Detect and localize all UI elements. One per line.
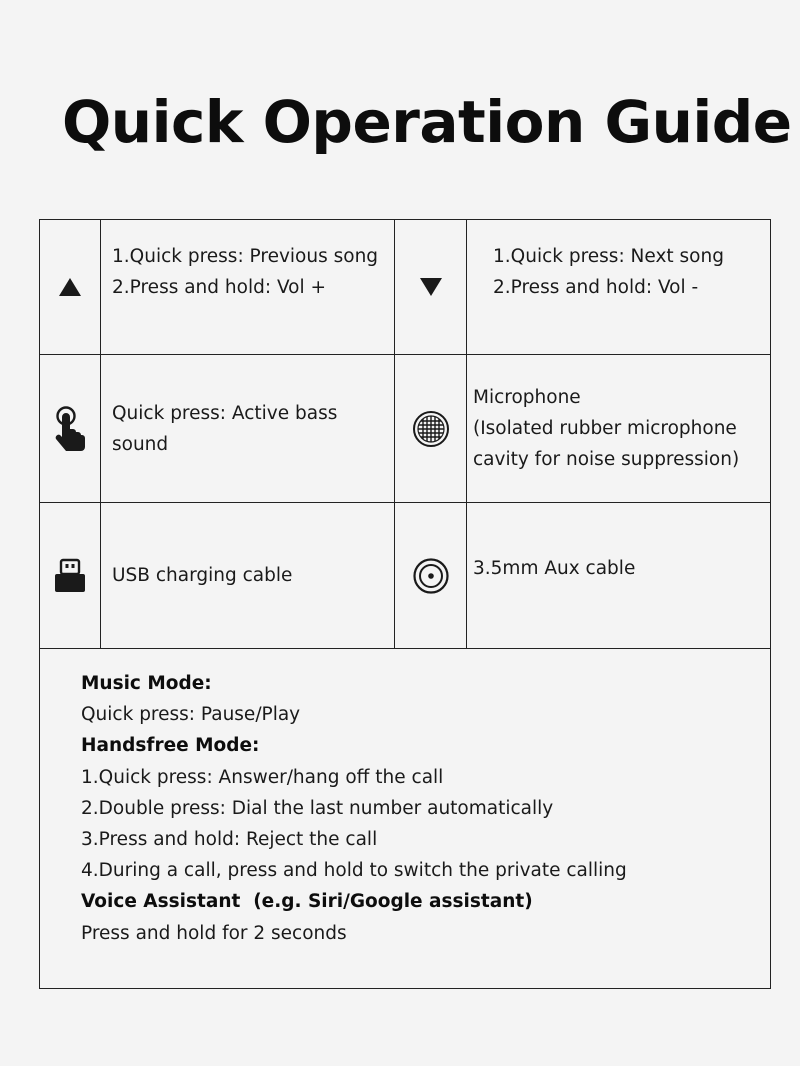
handsfree-line-2: 2.Double press: Dial the last number automatically	[81, 797, 554, 819]
next-song-description: 1.Quick press: Next song 2.Press and hold: Vol -	[467, 220, 770, 355]
bass-icon-cell	[40, 355, 101, 503]
page-title: Quick Operation Guide	[62, 88, 792, 156]
handsfree-line-1: 1.Quick press: Answer/hang off the call	[81, 766, 444, 788]
operation-guide-table	[39, 219, 771, 989]
handsfree-line-3: 3.Press and hold: Reject the call	[81, 829, 378, 851]
voice-assistant-line: Press and hold for 2 seconds	[81, 922, 347, 944]
microphone-grille-icon	[412, 410, 450, 448]
aux-jack-icon	[412, 557, 450, 595]
usb-plug-icon	[53, 558, 87, 594]
music-mode-line: Quick press: Pause/Play	[81, 704, 301, 726]
up-triangle-icon	[57, 276, 83, 298]
voice-assistant-heading: Voice Assistant (e.g. Siri/Google assistant)	[81, 891, 533, 913]
microphone-description: Microphone (Isolated rubber microphone cavity for noise suppression)	[467, 355, 770, 503]
prev-song-icon-cell	[40, 220, 101, 355]
prev-song-description: 1.Quick press: Previous song 2.Press and hold: Vol +	[101, 220, 395, 355]
aux-description: 3.5mm Aux cable	[467, 503, 770, 649]
usb-description: USB charging cable	[101, 503, 395, 649]
microphone-icon-cell	[395, 355, 467, 503]
usb-icon-cell	[40, 503, 101, 649]
bass-description: Quick press: Active bass sound	[101, 355, 395, 503]
controls-grid	[40, 220, 770, 649]
finger-press-icon	[50, 405, 90, 453]
handsfree-line-4: 4.During a call, press and hold to switch the private calling	[81, 860, 627, 882]
mode-instructions	[40, 649, 770, 949]
handsfree-mode-heading: Handsfree Mode:	[81, 735, 260, 757]
aux-icon-cell	[395, 503, 467, 649]
next-song-icon-cell	[395, 220, 467, 355]
down-triangle-icon	[418, 276, 444, 298]
music-mode-heading: Music Mode:	[81, 673, 212, 694]
